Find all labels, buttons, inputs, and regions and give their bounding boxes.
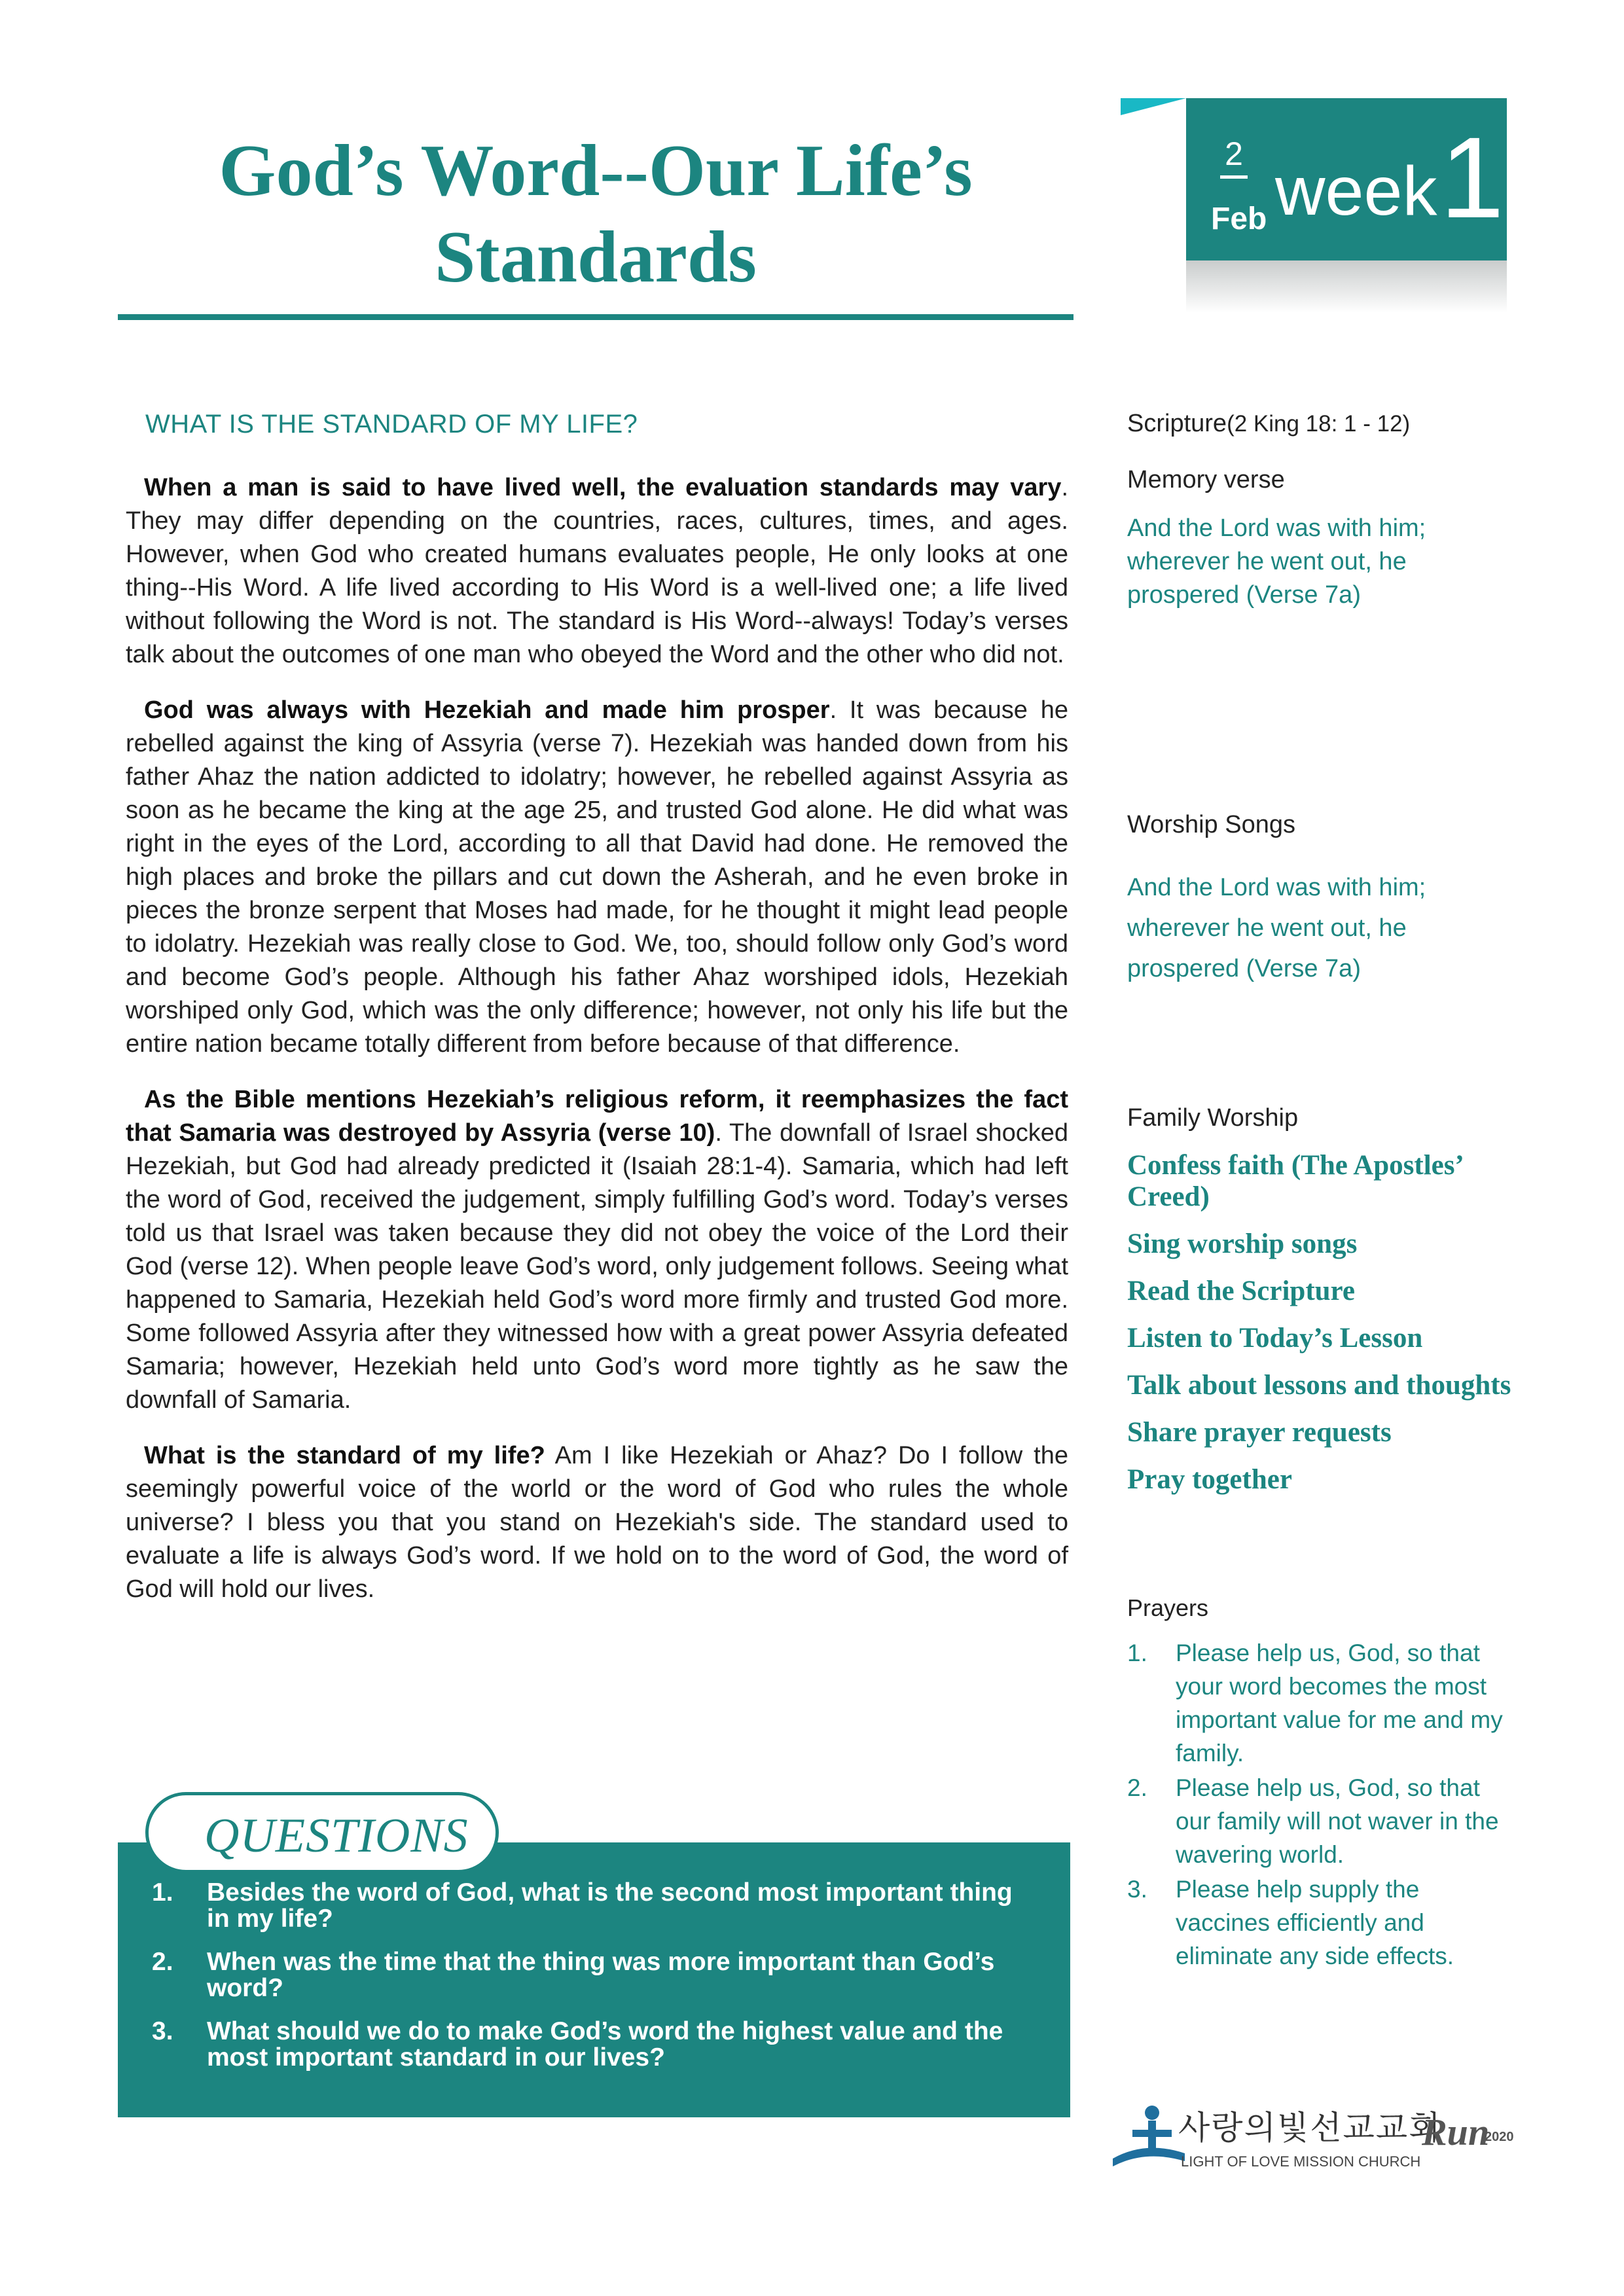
- run-logo: Run: [1422, 2111, 1490, 2153]
- question-text: What should we do to make God’s word the highest value and the most important standard in our lives?: [207, 2017, 1003, 2072]
- question-number: 2.: [152, 1948, 173, 1976]
- scripture-label: [1127, 408, 1533, 439]
- question-number: 1.: [152, 1878, 173, 1907]
- page-title-line-2: Standards: [435, 217, 757, 298]
- family-worship-item: Pray together: [1127, 1464, 1292, 1495]
- memory-verse-label: Memory verse: [1127, 466, 1285, 493]
- section-heading: WHAT IS THE STANDARD OF MY LIFE?: [145, 410, 638, 439]
- prayer-item: [1127, 1873, 1520, 1973]
- worship-songs-label: Worship Songs: [1127, 811, 1295, 838]
- paragraph-lead: When a man is said to have lived well, the evaluation standards may vary: [144, 474, 1062, 501]
- paragraph-3: [126, 1083, 1068, 1417]
- paragraph-text: . They may differ depending on the countries, races, cultures, times, and ages. However, when God who created humans evaluates people, He only looks at one thing--His Word. A life lived according to His Word is a well-lived one; a life lived without following the Word is not. The standard is His Word--always! Today’s verses talk about the outcomes of one man who obeyed the Word and the other who did not.: [126, 474, 1068, 668]
- scripture-reference: (2 King 18: 1 - 12): [1227, 411, 1411, 437]
- question-item: [152, 1880, 1042, 1932]
- badge-accent-corner: [1121, 98, 1186, 115]
- paragraph-4: [126, 1439, 1068, 1606]
- badge-week-number: 1: [1440, 114, 1504, 242]
- questions-title: QUESTIONS: [204, 1809, 469, 1863]
- run-logo-year: 2020: [1485, 2130, 1514, 2144]
- church-name-korean: 사랑의빛선교교회: [1178, 2109, 1442, 2146]
- family-worship-item: Listen to Today’s Lesson: [1127, 1323, 1423, 1354]
- question-item: [152, 2018, 1042, 2071]
- badge-month: Feb: [1211, 202, 1267, 236]
- memory-verse-block: [1127, 465, 1533, 612]
- badge-day: 2: [1225, 135, 1243, 172]
- question-text: When was the time that the thing was more important than God’s word?: [207, 1948, 995, 2002]
- paragraph-1: [126, 471, 1068, 672]
- scripture-block: [1127, 408, 1533, 439]
- question-text: Besides the word of God, what is the second most important thing in my life?: [207, 1878, 1013, 1933]
- paragraph-text: . It was because he rebelled against the king of Assyria (verse 7). Hezekiah was handed down from his father Ahaz the nation addicted to idolatry; however, he rebelled against Assyria as soon as he became the king at the age 25, and trusted God alone. He did what was right in the eyes of the Lord, according to all that David had done. He removed the high places and broke the pillars and cut down the Asherah, and he even broke in pieces the bronze serpent that Moses had made, for he thought it might lead people to idolatry. Hezekiah was really close to God. We, too, should follow only God’s word and become God’s people. Although his father Ahaz worshiped idols, Hezekiah worshiped only God, which was the only difference; however, not only his life but the entire nation became totally different from before because of that difference.: [126, 696, 1068, 1058]
- prayer-text: Please help supply the vaccines efficiently and eliminate any side effects.: [1176, 1876, 1454, 1969]
- badge-week-label: week: [1275, 152, 1437, 230]
- family-worship-item: Sing worship songs: [1127, 1229, 1358, 1259]
- worship-songs-block: [1127, 810, 1533, 989]
- family-worship-item: Talk about lessons and thoughts: [1127, 1370, 1511, 1401]
- paragraph-lead: As the Bible mentions Hezekiah’s religious reform, it reemphasizes the fact that Samaria was destroyed by Assyria (verse 10): [126, 1086, 1068, 1147]
- paragraph-lead: God was always with Hezekiah and made him prosper: [144, 696, 830, 724]
- family-worship-block: [1127, 1103, 1533, 1511]
- prayers-label: Prayers: [1127, 1594, 1209, 1621]
- scripture-label-text: Scripture: [1127, 410, 1227, 437]
- prayer-text: Please help us, God, so that your word becomes the most important value for me and my family.: [1176, 1640, 1503, 1767]
- question-number: 3.: [152, 2017, 173, 2045]
- page-title: [118, 128, 1074, 300]
- family-worship-item: Share prayer requests: [1127, 1417, 1392, 1448]
- badge-date-divider: [1220, 175, 1248, 179]
- family-worship-item: Read the Scripture: [1127, 1276, 1355, 1306]
- page-title-line-1: God’s Word--Our Life’s: [219, 130, 973, 211]
- prayer-number: 2.: [1127, 1774, 1147, 1801]
- memory-verse-text: And the Lord was with him; wherever he went out, he prospered (Verse 7a): [1127, 514, 1426, 609]
- prayer-number: 3.: [1127, 1876, 1147, 1903]
- paragraph-text: . The downfall of Israel shocked Hezekiah, but God had already predicted it (Isaiah 28:1-4). Samaria, which had left the word of God, received the judgement, simply fulfilling God’s word. Today’s verses told us that Israel was taken because they did not obey the voice of the Lord their God (verse 12). When people leave God’s word, only judgement follows. Seeing what happened to Samaria, Hezekiah held God’s word more firmly and trusted God more. Some followed Assyria after they witnessed how with a great power Assyria defeated Samaria; however, Hezekiah held unto God’s word more tightly as he saw the downfall of Samaria.: [126, 1119, 1068, 1414]
- family-worship-item: Confess faith (The Apostles’ Creed): [1127, 1150, 1462, 1212]
- prayer-item: [1127, 1636, 1520, 1770]
- questions-list: [152, 1880, 1042, 2088]
- prayer-text: Please help us, God, so that our family will not waver in the wavering world.: [1176, 1774, 1499, 1868]
- church-name-english: LIGHT OF LOVE MISSION CHURCH: [1181, 2153, 1421, 2170]
- prayer-item: [1127, 1771, 1520, 1871]
- question-item: [152, 1949, 1042, 2001]
- paragraph-text: Am I like Hezekiah or Ahaz? Do I follow the seemingly powerful voice of the world or the word of God who rules the whole universe? I bless you that you stand on Hezekiah's side. The standard used to evaluate a life is always God’s word. If we hold on to the word of God, the word of God will hold our lives.: [126, 1442, 1068, 1603]
- badge-shadow: [1186, 260, 1507, 313]
- prayer-number: 1.: [1127, 1640, 1147, 1666]
- paragraph-lead: What is the standard of my life?: [144, 1442, 545, 1469]
- prayers-block: [1127, 1593, 1520, 1974]
- paragraph-2: [126, 694, 1068, 1061]
- worship-songs-text: And the Lord was with him; wherever he went out, he prospered (Verse 7a): [1127, 874, 1426, 982]
- main-body: [126, 471, 1068, 1628]
- family-worship-label: Family Worship: [1127, 1104, 1299, 1132]
- title-divider: [118, 314, 1074, 320]
